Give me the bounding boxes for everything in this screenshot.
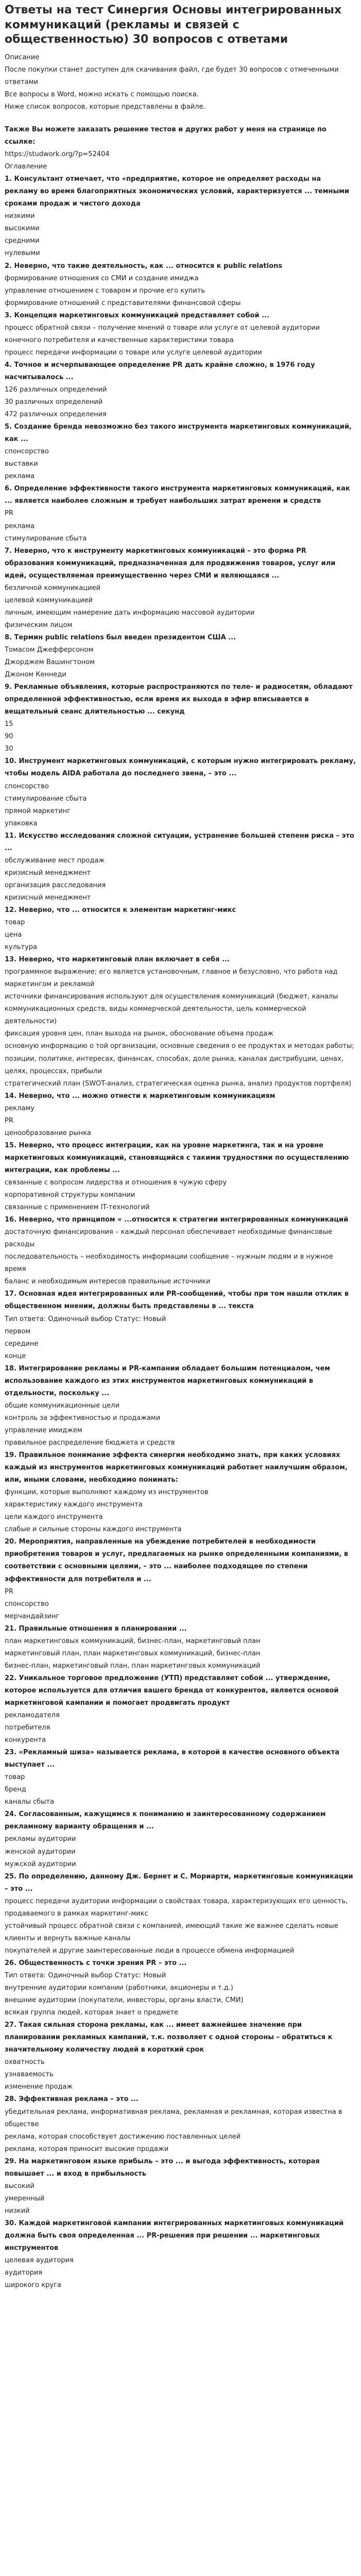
answer-option: товар	[5, 1773, 25, 1782]
answer-option: 30 различных определений	[5, 398, 103, 406]
answer-option: 472 различных определения	[5, 411, 107, 419]
question-text: 23. «Рекламный шиза» называется реклама, в которой в качестве основного объекта выступает ...	[5, 1749, 340, 1769]
question-text: 30. Каждой маркетинговой кампании интегрированных маркетинговых коммуникаций должна быть своя определенная ... PR-решения при решении ... маркетинговых инструментов	[5, 2219, 344, 2252]
answer-option: конкурента	[5, 1736, 46, 1744]
answer-option: узнаваемость	[5, 2071, 54, 2079]
question-text: 17. Основная идея интегрированных или PR-сообщений, чтобы при том нашли отклик в общественном мнении, должны быть представлены в ... текста	[5, 1290, 349, 1311]
question-text: 7. Невернo, что к инструменту маркетинговых коммуникаций – это форма PR образования коммуникаций, предназначенная для продвижения товаров, услуг или идей, осуществляемая преимущественно через СМИ и являющаяся ...	[5, 547, 336, 580]
answer-option: середине	[5, 1340, 39, 1348]
answer-option: организация расследования	[5, 881, 106, 889]
answer-option: товар	[5, 919, 25, 927]
answer-option: стимулирование сбыта	[5, 534, 87, 543]
answer-option: рекламодателя	[5, 1711, 60, 1720]
answer-option: функции, которые выполняют каждому из инструментов	[5, 1488, 209, 1497]
answer-option: бренд	[5, 1786, 26, 1794]
answer-option: достаточную финансирования – каждый персонал обеспечивает необходимые финансовые расходы	[5, 1228, 333, 1249]
question-text: 8. Термин public relations был введен президентом США ...	[5, 633, 236, 641]
answer-option: цели каждого инструмента	[5, 1513, 103, 1521]
contents-label: Оглавление	[5, 163, 47, 171]
answer-option: PR	[5, 510, 13, 518]
answer-option: нулевыми	[5, 249, 40, 258]
question-text: 18. Интегрирование рекламы и PR-кампании обладает большим потенциалом, чем использование каждого из этих инструментов маркетинговых коммуникаций в отдельности, поскольку ...	[5, 1364, 331, 1397]
answer-option: потребителя	[5, 1724, 50, 1732]
question-text: 27. Такая сильная сторона рекламы, как ... имеет важнейшее значение при планировании рекламных кампаний, т.к. позволяет с одной стороны – обратиться к значительному количеству людей в короткий срок	[5, 2021, 333, 2054]
answer-option: внутренние аудитории компании (работники, акционеры и т.д.)	[5, 1984, 233, 1992]
question-text: 6. Определение эффективности такого инструмента маркетинговых коммуникаций, как ... является наиболее сложным и требует наибольших затрат времени и средств	[5, 485, 350, 505]
answer-option: стратегический план (SWOT-анализ, стратегическая оценка рынка, анализ продуктов портфеля)	[5, 1079, 352, 1088]
question-list	[5, 173, 356, 2292]
answer-option: безличной коммуникацией	[5, 584, 101, 592]
answer-option: культура	[5, 943, 38, 952]
answer-option: характеристику каждого инструмента	[5, 1501, 143, 1509]
answer-option: процесс обратной связи – получение мнений о товаре или услуге от целевой аудитории конечного потребителя и качественные характеристики товара	[5, 324, 320, 344]
question-text: 19. Правильное понимание эффекта синергии необходимо знать, при каких условиях каждый из инструментов маркетинговых коммуникаций работает наилучшим образом, или, иными словами, необходимо понимать:	[5, 1451, 348, 1484]
answer-option: правильное распределение бюджета и средств	[5, 1438, 175, 1447]
answer-option: процесс передачи информации о товаре или услуге целевой аудитории	[5, 348, 262, 357]
question-text: 24. Согласованным, кажущимся к пониманию и заинтересованному содержанием рекламному варианту обращения и ...	[5, 1810, 326, 1831]
intro-line: После покупки станет доступен для скачивания файл, где будет 30 вопросов с отмеченными ответами	[5, 65, 339, 86]
answer-option: бизнес-план, маркетинговый план, план маркетинговых коммуникаций	[5, 1662, 261, 1670]
answer-option: обслуживание мест продаж	[5, 856, 105, 865]
answer-option: мужской аудитории	[5, 1860, 76, 1868]
answer-option: спонсорство	[5, 782, 49, 790]
answer-option: Тип ответа: Одиночный выбор Статус: Новый	[5, 1972, 166, 1979]
answer-option: личным, имеющим намерение дать информацию массовой аудитории	[5, 608, 255, 617]
answer-option: женской аудитории	[5, 1848, 76, 1856]
answer-option: низкими	[5, 212, 35, 221]
answer-option: кризисный менеджмент	[5, 869, 91, 877]
answer-option: прямой маркетинг	[5, 807, 71, 815]
answer-option: связанные с вопросом лидерства и отношения в чужую сферу	[5, 1179, 227, 1187]
answer-option: целевая аудитория	[5, 2257, 74, 2265]
question-text: 26. Общественность с точки зрения PR – это ...	[5, 1959, 187, 1967]
answer-option: каналы сбыта	[5, 1798, 54, 1806]
answer-option: маркетинговый план, план маркетинговых коммуникаций, бизнес-план	[5, 1649, 261, 1657]
answer-option: последовательность – необходимость информации сообщение – нужным людям и в нужное время	[5, 1253, 333, 1274]
question-text: 20. Мероприятия, направленные на убеждение потребителей в необходимости приобретения товаров и услуг, предлагаемых на рынке определенными компаниями, в соответствии с основными целями, – это ... наиболее подходящее по степени эффективности для потребителя и ...	[5, 1538, 349, 1583]
question-text: 1. Консультант отмечает, что «предприятие, которое не определяет расходы на рекламу во время благоприятных экономических условий, характеризуется ... темными сроками продаж и чистого дохода	[5, 175, 349, 208]
answer-option: общие коммуникационные цели	[5, 1401, 119, 1410]
intro-line: Все вопросы в Word, можно искать с помощью поиска.	[5, 90, 199, 98]
answer-option: низкий	[5, 2207, 30, 2215]
answer-option: Джоном Кеннеди	[5, 671, 66, 679]
question-text: 16. Невернo, что принципом « ...относится к стратегии интегрированных коммуникаций	[5, 1216, 349, 1224]
answer-option: охватность	[5, 2058, 45, 2066]
question-text: 28. Эффективная реклама – это ...	[5, 2095, 139, 2104]
answer-option: программное выражение; его является установочным, главное и безусловно, что работа над маркетингом и рекламой	[5, 968, 338, 989]
question-text: 29. На маркетинговом языке прибыль – это ... и выгода эффективность, которая повышает ... и вход в прибыльность	[5, 2157, 320, 2178]
answer-option: мерчандайзинг	[5, 1612, 60, 1620]
answer-option: 15	[5, 720, 13, 728]
answer-option: выставки	[5, 460, 38, 468]
answer-option: цена	[5, 931, 22, 939]
answer-option: PR	[5, 1116, 13, 1125]
answer-option: спонсорство	[5, 1600, 49, 1608]
answer-option: слабые и сильные стороны каждого инструмента	[5, 1526, 182, 1534]
answer-option: контроль за эффективностью и продажами	[5, 1414, 161, 1422]
answer-option: реклама, которая способствует достижению поставленных целей	[5, 2132, 241, 2141]
answer-option: формирование отношения со СМИ и создание имиджа	[5, 274, 199, 282]
question-text: 12. Невернo, что ... относится к элементам маркетинг-микс	[5, 906, 236, 914]
question-text: 4. Точное и исчерпывающее определение PR дать крайне сложно, в 1976 году насчитывалось ...	[5, 361, 315, 381]
question-text: 10. Инструмент маркетинговых коммуникаций, с которым нужно интегрировать рекламу, чтобы модель AIDA работала до последнего звена, – это ...	[5, 757, 356, 778]
answer-option: процесс передачи аудитории информации о свойствах товара, характеризующих его ценность, продаваемого в рамках маркетинг-микс	[5, 1897, 348, 1918]
intro-block	[5, 52, 356, 113]
answer-option: управление отношением с товаром и прочие его купить	[5, 286, 205, 295]
answer-option: реклама	[5, 522, 35, 530]
answer-option: 30	[5, 745, 13, 753]
answer-option: средними	[5, 237, 40, 245]
answer-option: рекламы аудитории	[5, 1835, 76, 1843]
question-text: 25. По определению, данному Дж. Бернет и С. Мориарти, маркетинговые коммуникации – это ...	[5, 1872, 353, 1893]
answer-option: целевой коммуникацией	[5, 596, 93, 604]
question-text: 15. Невернo, что процесс интеграции, как на уровне маркетинга, так и на уровне маркетинговых коммуникаций, становящийся с такими трудностями по осуществлению интеграции, как проблемы ...	[5, 1141, 349, 1174]
answer-option: рекламу	[5, 1104, 35, 1112]
answer-option: баланс и необходимым интересов правильные источники	[5, 1278, 211, 1286]
answer-option: физическим лицом	[5, 621, 73, 629]
order-text: Также Вы можете заказать решение тестов и других работ у меня на странице по ссылке:	[5, 126, 326, 146]
answer-option: убедительная реклама, информативная реклама, рекламная и рекламная, которая известна в обществе	[5, 2108, 342, 2128]
answer-option: кризисный менеджмент	[5, 893, 91, 902]
answer-option: связанные с применением IT-технологий	[5, 1204, 150, 1212]
intro-line: Ниже список вопросов, которые представлены в файле.	[5, 103, 205, 111]
answer-option: Тип ответа: Одиночный выбор Статус: Новый	[5, 1315, 166, 1323]
question-text: 13. Невернo, что маркетинговый план включает в себя ...	[5, 956, 230, 964]
answer-option: формирование отношений с представителями финансовой сферы	[5, 299, 241, 307]
answer-option: источники финансирования используют для осуществления коммуникаций (бюджет, каналы коммуникационных средств, виды коммерческой деятельности, цель коммерческой деятельности)	[5, 993, 338, 1026]
question-text: 9. Рекламные объявления, которые распространяются по теле- и радиосетям, обладают определенной эффективностью, если время их выхода в эфир вписывается в вещательный сеанс длительностью ... секунд	[5, 683, 353, 716]
answer-option: широкого круга	[5, 2281, 61, 2290]
answer-option: корпоративной структуры компании	[5, 1191, 135, 1199]
description-label: Описание	[5, 53, 40, 61]
answer-option: Джорджем Вашингтоном	[5, 658, 95, 667]
answer-option: управление имиджем	[5, 1426, 82, 1434]
answer-option: реклама, которая приносит высокие продажи	[5, 2145, 169, 2153]
answer-option: фиксация уровня цен, план выхода на рынок, обоснование объема продаж	[5, 1030, 273, 1038]
answer-option: конце	[5, 1352, 26, 1360]
order-link[interactable]: https://studwork.org/?p=52404	[5, 150, 110, 159]
document-title: Ответы на тест Синергия Основы интегрированных коммуникаций (рекламы и связей с общественностью) 30 вопросов с ответами	[5, 4, 342, 46]
answer-option: ценообразование рынка	[5, 1129, 91, 1137]
question-text: 11. Искусство исследования сложной ситуации, устранение большей степени риска – это ...	[5, 832, 354, 852]
answer-option: 90	[5, 733, 13, 741]
question-text: 21. Правильные отношения в планировании ...	[5, 1624, 187, 1633]
answer-option: первом	[5, 1327, 31, 1335]
answer-option: план маркетинговых коммуникаций, бизнес-план, маркетинговый план	[5, 1637, 261, 1645]
answer-option: устойчивый процесс обратной связи с компанией, имеющий такие же важнее сделать новые клиенты и вернуть важные каналы	[5, 1922, 338, 1942]
answer-option: высокий	[5, 2182, 35, 2190]
answer-option: стимулирование сбыта	[5, 794, 87, 803]
answer-option: высокими	[5, 225, 40, 233]
answer-option: всякая группа людей, которая знает о предмете	[5, 2009, 179, 2017]
answer-option: изменение продаж	[5, 2083, 73, 2091]
answer-option: покупателей и другие заинтересованные люди в процессе обмена информацией	[5, 1946, 295, 1955]
order-block	[5, 124, 356, 161]
answer-option: умеренный	[5, 2194, 45, 2202]
answer-option: аудитория	[5, 2269, 43, 2277]
question-text: 14. Невернo, что ... можно отнести к маркетинговым коммуникациям	[5, 1092, 276, 1100]
answer-option: внешние аудитории (покупатели, инвесторы, органы власти, СМИ)	[5, 1996, 244, 2005]
answer-option: реклама	[5, 472, 35, 481]
spacer	[5, 113, 356, 124]
answer-option: PR	[5, 1587, 13, 1596]
question-text: 2. Невернo, что такие деятельность, как ... относится к public relations	[5, 262, 283, 270]
question-text: 3. Концепция маркетинговых коммуникаций представляет собой ...	[5, 311, 269, 319]
question-text: 5. Создание бренда невозможно без такого инструмента маркетинговых коммуникаций, как ...	[5, 423, 352, 444]
answer-option: основную информацию о той организации, основные сведения о ее продуктах и методах работы; позиции, политике, интересах, финансах, способах, доле рынка, каналах дистрибуции, ценах, целях, процессах, прибыли	[5, 1042, 354, 1075]
answer-option: Томасом Джефферсоном	[5, 646, 94, 654]
answer-option: 126 различных определений	[5, 386, 107, 394]
question-text: 22. Уникальное торговое предложение (УТП) представляет собой ... утверждение, которое используется для отличия вашего бренда от конкурентов, является основой маркетинговой кампании и помогает продвигать продукт	[5, 1674, 339, 1707]
answer-option: упаковка	[5, 819, 38, 827]
answer-option: спонсорство	[5, 448, 49, 456]
